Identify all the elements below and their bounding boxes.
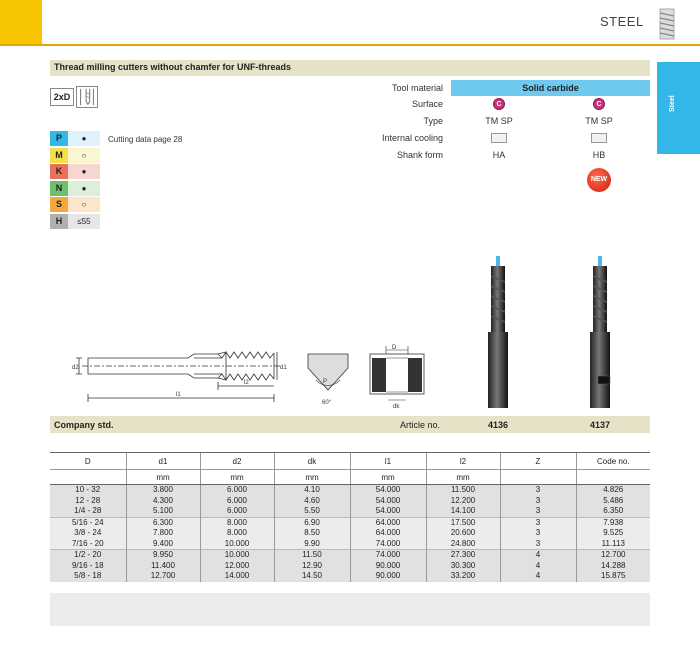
section-tab[interactable] bbox=[657, 62, 700, 154]
product-title: Thread milling cutters without chamfer for UNF-threads bbox=[54, 62, 292, 72]
table-cell: 20.600 bbox=[426, 528, 500, 539]
material-row-h bbox=[50, 214, 100, 229]
l2-label: l2 bbox=[244, 380, 249, 386]
table-cell: 14.288 bbox=[576, 561, 650, 572]
section-tab-label: Steel bbox=[669, 95, 676, 112]
table-cell: 4 bbox=[500, 550, 576, 561]
table-cell: 4.826 bbox=[576, 485, 650, 496]
table-cell: 10.000 bbox=[200, 539, 274, 550]
material-value: Solid carbide bbox=[522, 83, 579, 93]
article-label: Article no. bbox=[400, 420, 441, 430]
new-badge: NEW bbox=[587, 168, 611, 192]
column-header: d2 bbox=[200, 453, 274, 470]
material-letter: P bbox=[50, 131, 68, 146]
table-cell: 6.350 bbox=[576, 506, 650, 517]
d2-label: d2 bbox=[72, 365, 79, 371]
table-cell: 3 bbox=[500, 485, 576, 496]
pitch-label: P bbox=[323, 379, 328, 385]
table-cell: 6.90 bbox=[274, 517, 350, 528]
material-letter: K bbox=[50, 164, 68, 179]
table-cell: 9.400 bbox=[126, 539, 200, 550]
material-letter: M bbox=[50, 148, 68, 163]
column-header: Code no. bbox=[576, 453, 650, 470]
table-cell: 1/4 - 28 bbox=[50, 506, 126, 517]
thread-depth-icon bbox=[76, 86, 98, 108]
table-cell: 14.000 bbox=[200, 571, 274, 582]
table-cell: 12.000 bbox=[200, 561, 274, 572]
column-header: dk bbox=[274, 453, 350, 470]
table-cell: 3.800 bbox=[126, 485, 200, 496]
spec-label-surface: Surface bbox=[411, 99, 443, 109]
table-cell: 6.000 bbox=[200, 485, 274, 496]
table-cell: 54.000 bbox=[350, 485, 426, 496]
column-header: D bbox=[50, 453, 126, 470]
table-cell: 9.950 bbox=[126, 550, 200, 561]
table-cell: 12.200 bbox=[426, 496, 500, 507]
table-row bbox=[50, 496, 650, 507]
table-cell: 3 bbox=[500, 506, 576, 517]
dimensions-table bbox=[50, 452, 650, 582]
length-ratio-badge: 2xD bbox=[50, 88, 74, 106]
table-row bbox=[50, 571, 650, 582]
table-cell: 30.300 bbox=[426, 561, 500, 572]
spec-label-cooling: Internal cooling bbox=[381, 133, 443, 143]
table-cell: 4.60 bbox=[274, 496, 350, 507]
brand-corner bbox=[0, 0, 42, 44]
table-cell: 5/8 - 18 bbox=[50, 571, 126, 582]
table-cell: 4 bbox=[500, 561, 576, 572]
table-cell: 1/2 - 20 bbox=[50, 550, 126, 561]
table-cell: 6.000 bbox=[200, 496, 274, 507]
table-row bbox=[50, 561, 650, 572]
material-row-s bbox=[50, 197, 100, 212]
table-cell: 10.000 bbox=[200, 550, 274, 561]
table-cell: 7.938 bbox=[576, 517, 650, 528]
cutting-data-ref[interactable]: Cutting data page 28 bbox=[108, 135, 183, 144]
table-cell: 54.000 bbox=[350, 506, 426, 517]
table-cell: 74.000 bbox=[350, 550, 426, 561]
table-cell: 12 - 28 bbox=[50, 496, 126, 507]
material-suitability: ○ bbox=[68, 148, 100, 163]
company-bar bbox=[50, 416, 650, 433]
unit-cell: mm bbox=[426, 470, 500, 485]
material-suitability: ● bbox=[68, 181, 100, 196]
table-cell: 5/16 - 24 bbox=[50, 517, 126, 528]
unit-cell bbox=[500, 470, 576, 485]
dk-label: dk bbox=[393, 404, 400, 410]
tool-image-4137 bbox=[580, 252, 620, 412]
cooling-icon bbox=[591, 133, 607, 143]
table-row bbox=[50, 485, 650, 496]
table-cell: 11.400 bbox=[126, 561, 200, 572]
table-cell: 3 bbox=[500, 517, 576, 528]
table-cell: 5.50 bbox=[274, 506, 350, 517]
material-suitability: ≤55 bbox=[68, 214, 100, 229]
table-footer-space bbox=[50, 593, 650, 626]
table-cell: 6.300 bbox=[126, 517, 200, 528]
table-cell: 4.300 bbox=[126, 496, 200, 507]
table-cell: 24.800 bbox=[426, 539, 500, 550]
table-cell: 5.486 bbox=[576, 496, 650, 507]
table-cell: 64.000 bbox=[350, 528, 426, 539]
header-rule bbox=[0, 44, 700, 46]
l1-label: l1 bbox=[176, 392, 181, 398]
type-value: TM SP bbox=[485, 116, 513, 126]
table-cell: 6.000 bbox=[200, 506, 274, 517]
article-number: 4137 bbox=[590, 420, 611, 430]
column-header: l2 bbox=[426, 453, 500, 470]
table-cell: 8.50 bbox=[274, 528, 350, 539]
spec-label-type: Type bbox=[423, 116, 443, 126]
table-cell: 64.000 bbox=[350, 517, 426, 528]
angle-label: 60° bbox=[322, 400, 332, 406]
table-row bbox=[50, 539, 650, 550]
table-cell: 14.100 bbox=[426, 506, 500, 517]
thread-icon bbox=[657, 8, 677, 40]
thread-profile-drawing bbox=[298, 346, 358, 410]
table-cell: 74.000 bbox=[350, 539, 426, 550]
table-cell: 10 - 32 bbox=[50, 485, 126, 496]
table-cell: 11.50 bbox=[274, 550, 350, 561]
material-suitability: ○ bbox=[68, 197, 100, 212]
article-number: 4136 bbox=[488, 420, 509, 430]
material-letter: N bbox=[50, 181, 68, 196]
material-row-k bbox=[50, 164, 100, 179]
spec-label-material: Tool material bbox=[391, 83, 443, 93]
table-cell: 12.700 bbox=[576, 550, 650, 561]
table-row bbox=[50, 517, 650, 528]
material-row-m bbox=[50, 148, 100, 163]
table-cell: 14.50 bbox=[274, 571, 350, 582]
table-cell: 4 bbox=[500, 571, 576, 582]
material-letter: H bbox=[50, 214, 68, 229]
table-cell: 7.800 bbox=[126, 528, 200, 539]
material-row-n bbox=[50, 181, 100, 196]
table-row bbox=[50, 550, 650, 561]
type-value: TM SP bbox=[585, 116, 613, 126]
table-cell: 9/16 - 18 bbox=[50, 561, 126, 572]
table-cell: 4.10 bbox=[274, 485, 350, 496]
cooling-icon bbox=[491, 133, 507, 143]
material-suitability: ● bbox=[68, 131, 100, 146]
unit-cell bbox=[576, 470, 650, 485]
spec-label-shank: Shank form bbox=[396, 150, 443, 160]
unit-cell: mm bbox=[126, 470, 200, 485]
material-row-p bbox=[50, 131, 100, 146]
unit-cell: mm bbox=[350, 470, 426, 485]
unit-cell bbox=[50, 470, 126, 485]
table-cell: 3 bbox=[500, 528, 576, 539]
hole-section-drawing bbox=[366, 340, 428, 410]
table-cell: 15.875 bbox=[576, 571, 650, 582]
column-header: Z bbox=[500, 453, 576, 470]
column-header: l1 bbox=[350, 453, 426, 470]
table-cell: 90.000 bbox=[350, 571, 426, 582]
table-cell: 12.700 bbox=[126, 571, 200, 582]
table-cell: 17.500 bbox=[426, 517, 500, 528]
material-suitability: ● bbox=[68, 164, 100, 179]
table-cell: 11.113 bbox=[576, 539, 650, 550]
material-letter: S bbox=[50, 197, 68, 212]
table-row bbox=[50, 506, 650, 517]
table-row bbox=[50, 528, 650, 539]
table-cell: 8.000 bbox=[200, 528, 274, 539]
d1-label: d1 bbox=[280, 365, 287, 371]
tool-image-4136 bbox=[478, 252, 518, 412]
table-cell: 90.000 bbox=[350, 561, 426, 572]
table-cell: 33.200 bbox=[426, 571, 500, 582]
table-cell: 54.000 bbox=[350, 496, 426, 507]
table-cell: 11.500 bbox=[426, 485, 500, 496]
shank-value: HA bbox=[492, 150, 506, 160]
table-cell: 9.525 bbox=[576, 528, 650, 539]
unit-cell: mm bbox=[200, 470, 274, 485]
unit-cell: mm bbox=[274, 470, 350, 485]
table-cell: 7/16 - 20 bbox=[50, 539, 126, 550]
table-cell: 3/8 - 24 bbox=[50, 528, 126, 539]
coating-icon: C bbox=[493, 98, 505, 110]
table-cell: 8.000 bbox=[200, 517, 274, 528]
table-cell: 3 bbox=[500, 539, 576, 550]
page-title: STEEL bbox=[600, 14, 644, 29]
table-cell: 27.300 bbox=[426, 550, 500, 561]
table-cell: 5.100 bbox=[126, 506, 200, 517]
column-header: d1 bbox=[126, 453, 200, 470]
coating-icon: C bbox=[593, 98, 605, 110]
D-label: D bbox=[392, 345, 397, 351]
table-cell: 12.90 bbox=[274, 561, 350, 572]
table-cell: 9.90 bbox=[274, 539, 350, 550]
shank-value: HB bbox=[592, 150, 606, 160]
table-cell: 3 bbox=[500, 496, 576, 507]
company-label: Company std. bbox=[54, 420, 114, 430]
